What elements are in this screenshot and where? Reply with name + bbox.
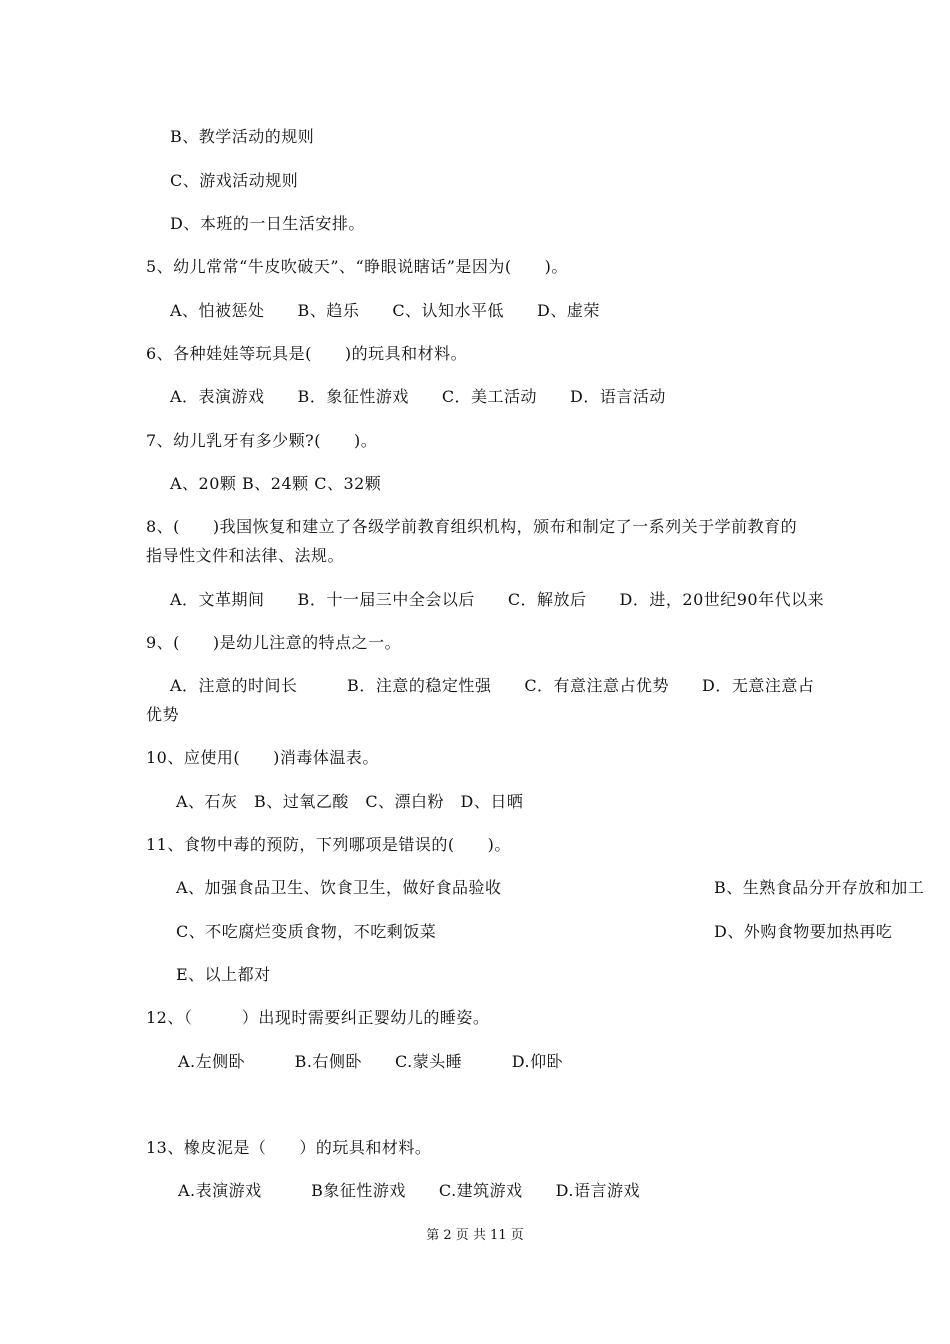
question-11-options-row-1 — [176, 878, 925, 898]
question-13: 13、橡皮泥是（ ）的玩具和材料。 — [146, 1138, 432, 1157]
question-13-options: A.表演游戏 B象征性游戏 C.建筑游戏 D.语言游戏 — [178, 1181, 641, 1200]
question-6-options: A．表演游戏 B．象征性游戏 C．美工活动 D．语言活动 — [170, 387, 666, 406]
question-7: 7、幼儿乳牙有多少颗?( )。 — [146, 431, 378, 450]
question-9: 9、( )是幼儿注意的特点之一。 — [146, 633, 402, 652]
question-8-options: A．文革期间 B．十一届三中全会以后 C．解放后 D．进，20世纪90年代以来 — [170, 590, 825, 609]
page-footer: 第 2 页 共 11 页 — [426, 1228, 524, 1243]
question-11: 11、食物中毒的预防，下列哪项是错误的( )。 — [146, 835, 511, 854]
question-11-option-a: A、加强食品卫生、饮食卫生，做好食品验收 — [176, 878, 502, 897]
question-8-line-2: 指导性文件和法律、法规。 — [146, 546, 345, 565]
question-12: 12、（ ）出现时需要纠正婴幼儿的睡姿。 — [146, 1008, 490, 1027]
question-11-options-row-2 — [176, 922, 893, 942]
question-11-option-c: C、不吃腐烂变质食物，不吃剩饭菜 — [176, 922, 437, 941]
question-11-option-b: B、生熟食品分开存放和加工 — [714, 878, 925, 897]
question-11-option-d: D、外购食物要加热再吃 — [714, 922, 893, 941]
question-7-options: A、20颗 B、24颗 C、32颗 — [170, 474, 382, 493]
question-10-options: A、石灰 B、过氧乙酸 C、漂白粉 D、日晒 — [176, 792, 524, 811]
question-5-options: A、怕被惩处 B、趋乐 C、认知水平低 D、虚荣 — [170, 301, 600, 320]
question-11-option-e: E、以上都对 — [176, 965, 271, 984]
question-6: 6、各种娃娃等玩具是( )的玩具和材料。 — [146, 344, 468, 363]
q4-option-b: B、教学活动的规则 — [170, 127, 315, 146]
question-10: 10、应使用( )消毒体温表。 — [146, 748, 379, 767]
question-9-options-line-2: 优势 — [146, 705, 180, 724]
question-8-line-1: 8、( )我国恢复和建立了各级学前教育组织机构，颁布和制定了一系列关于学前教育的 — [146, 517, 798, 536]
question-9-options-line-1: A．注意的时间长 B．注意的稳定性强 C．有意注意占优势 D．无意注意占 — [170, 676, 815, 695]
q4-option-c: C、游戏活动规则 — [170, 171, 299, 190]
question-5: 5、幼儿常常“牛皮吹破天”、“睁眼说瞎话”是因为( )。 — [146, 257, 568, 276]
question-12-options: A.左侧卧 B.右侧卧 C.蒙头睡 D.仰卧 — [178, 1052, 564, 1071]
q4-option-d: D、本班的一日生活安排。 — [170, 214, 365, 233]
